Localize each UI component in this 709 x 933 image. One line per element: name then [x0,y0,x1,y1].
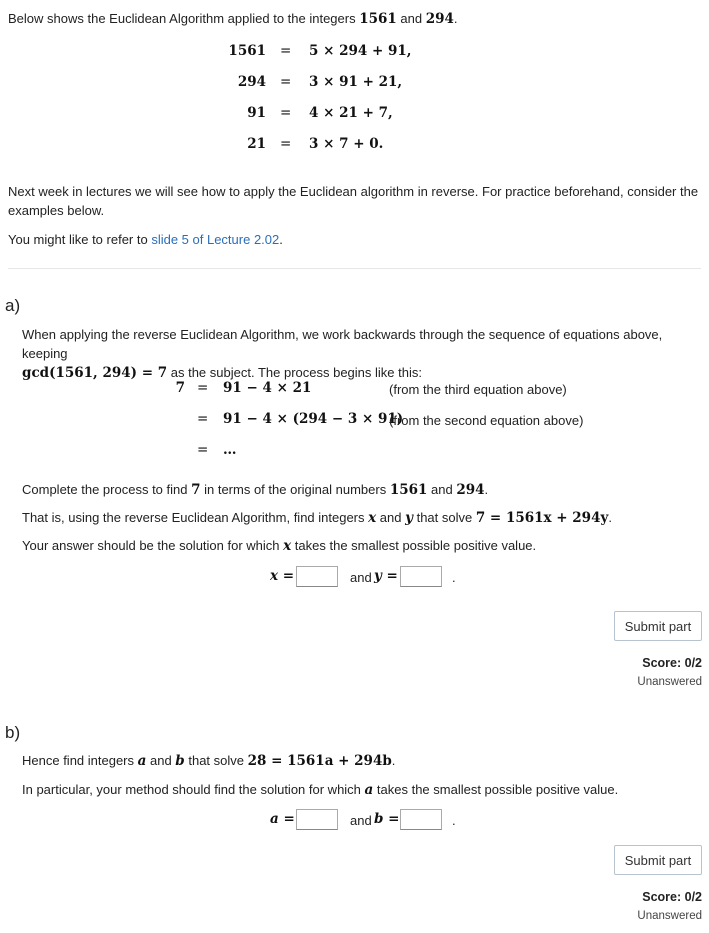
reverse-lhs: 7 [175,380,185,396]
y-label: y = [374,568,398,584]
reverse-eq: = [197,380,209,396]
euclid-eq: = [280,43,292,59]
x-label: x = [270,568,295,584]
b-label: b = [374,811,400,827]
euclid-lhs: 1561 [228,43,266,59]
submit-part-b-button[interactable]: Submit part [614,845,702,875]
hence-text: Hence find integers a and b that solve 28 = 1561a + 294b. [22,753,396,769]
euclid-lhs: 91 [247,105,266,121]
reverse-note: (from the second equation above) [389,413,584,428]
part-a-score: Score: 0/2 [642,656,702,670]
part-a-intro: When applying the reverse Euclidean Algorithm, we work backwards through the sequence of equations above, keeping gcd(1561, 294) = 7 as the subject. The process begins like this: [22,327,663,381]
euclid-lhs: 21 [247,136,266,152]
submit-part-a-button[interactable]: Submit part [614,611,702,641]
next-week-text: Next week in lectures we will see how to apply the Euclidean algorithm in reverse. For practice beforehand, consider the examples below. [8,184,699,218]
a-label: a = [270,811,295,827]
reverse-rhs: 91 − 4 × (294 − 3 × 91) [223,411,404,427]
target-equation-b: 28 = 1561a + 294b [247,753,392,769]
lecture-link[interactable]: slide 5 of Lecture 2.02 [151,232,280,247]
gcd-expression: gcd(1561, 294) = 7 [22,365,168,381]
part-b-status: Unanswered [637,910,702,922]
and-text: and [350,813,372,828]
part-a-label: a) [5,296,21,315]
answer-period: . [452,570,456,585]
euclid-rhs: 3 × 91 + 21, [309,74,403,90]
smallest-text: Your answer should be the solution for which x takes the smallest possible positive value. [22,538,537,554]
part-b-score: Score: 0/2 [642,890,702,904]
euclid-rhs: 3 × 7 + 0. [309,136,384,152]
x-answer-input[interactable] [296,566,338,587]
reverse-rhs: 91 − 4 × 21 [223,380,312,396]
reverse-eq: = [197,411,209,427]
b-answer-input[interactable] [400,809,442,830]
a-answer-input[interactable] [296,809,338,830]
complete-text: Complete the process to find 7 in terms of the original numbers 1561 and 294. [22,482,489,498]
part-a-status: Unanswered [637,676,702,688]
y-answer-input[interactable] [400,566,442,587]
reverse-rhs: … [223,442,237,458]
reverse-note: (from the third equation above) [389,382,567,397]
intro-text: Below shows the Euclidean Algorithm applied to the integers 1561 and 294. [8,11,458,27]
euclid-eq: = [280,74,292,90]
part-b-label: b) [5,723,21,742]
euclid-eq: = [280,136,292,152]
that-is-text: That is, using the reverse Euclidean Algorithm, find integers x and y that solve 7 = 1561x + 294y. [22,510,612,526]
intro-number-b: 294 [425,11,454,27]
and-text: and [350,570,372,585]
target-equation: 7 = 1561x + 294y [475,510,609,526]
divider [8,268,701,269]
reverse-eq: = [197,442,209,458]
euclid-eq: = [280,105,292,121]
intro-number-a: 1561 [359,11,397,27]
euclid-lhs: 294 [237,74,266,90]
euclid-rhs: 5 × 294 + 91, [309,43,412,59]
euclid-rhs: 4 × 21 + 7, [309,105,393,121]
refer-text: You might like to refer to slide 5 of Lecture 2.02. [8,232,283,247]
particular-text: In particular, your method should find the solution for which a takes the smallest possible positive value. [22,782,619,798]
answer-period: . [452,813,456,828]
